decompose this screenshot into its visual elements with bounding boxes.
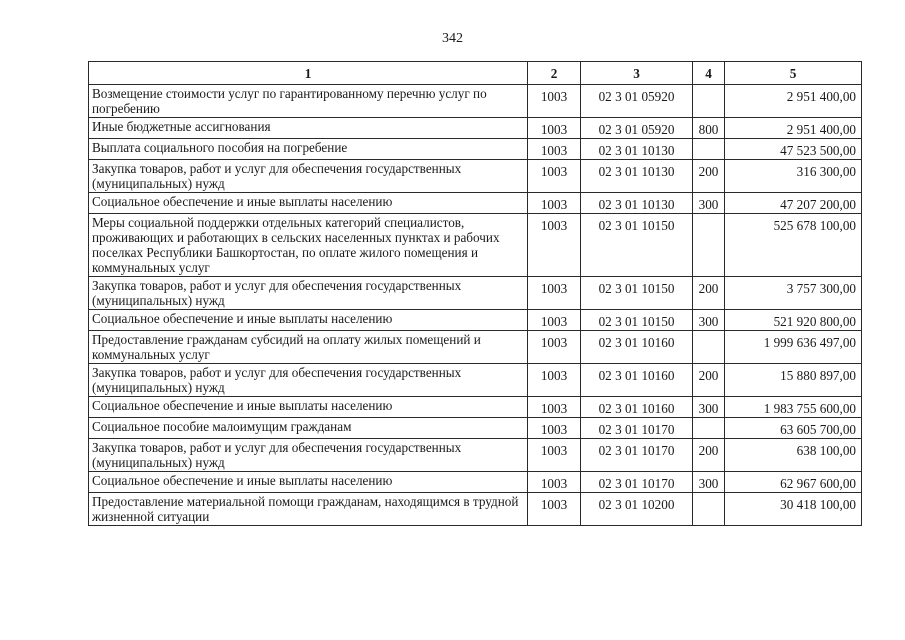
row-section: 1003 <box>528 277 581 310</box>
row-amount: 47 207 200,00 <box>725 193 862 214</box>
row-amount: 638 100,00 <box>725 439 862 472</box>
row-name: Предоставление гражданам субсидий на оплату жилых помещений и коммунальных услуг <box>89 331 528 364</box>
table-row <box>89 160 862 193</box>
table-row <box>89 472 862 493</box>
row-amount: 316 300,00 <box>725 160 862 193</box>
row-name: Меры социальной поддержки отдельных категорий специалистов, проживающих и работающих в сельских населенных пунктах и рабочих поселках Республики Башкортостан, по оплате жилого помещения и коммунальных услуг <box>89 214 528 277</box>
row-section: 1003 <box>528 397 581 418</box>
row-expense-type <box>693 418 725 439</box>
row-expense-type: 300 <box>693 472 725 493</box>
row-name: Социальное обеспечение и иные выплаты населению <box>89 310 528 331</box>
row-expense-type: 300 <box>693 310 725 331</box>
row-expense-type: 800 <box>693 118 725 139</box>
row-name: Закупка товаров, работ и услуг для обеспечения государственных (муниципальных) нужд <box>89 364 528 397</box>
row-expense-type: 200 <box>693 364 725 397</box>
row-section: 1003 <box>528 193 581 214</box>
table-row <box>89 139 862 160</box>
row-name: Возмещение стоимости услуг по гарантированному перечню услуг по погребению <box>89 85 528 118</box>
table-row <box>89 214 862 277</box>
row-target-article: 02 3 01 10170 <box>581 418 693 439</box>
row-amount: 30 418 100,00 <box>725 493 862 526</box>
row-section: 1003 <box>528 331 581 364</box>
row-amount: 1 983 755 600,00 <box>725 397 862 418</box>
row-amount: 1 999 636 497,00 <box>725 331 862 364</box>
row-expense-type: 300 <box>693 397 725 418</box>
row-section: 1003 <box>528 160 581 193</box>
row-section: 1003 <box>528 310 581 331</box>
column-header-expense-type: 4 <box>693 62 725 85</box>
row-name: Закупка товаров, работ и услуг для обеспечения государственных (муниципальных) нужд <box>89 439 528 472</box>
table-row <box>89 439 862 472</box>
row-amount: 2 951 400,00 <box>725 85 862 118</box>
row-expense-type: 200 <box>693 277 725 310</box>
row-name: Предоставление материальной помощи гражданам, находящимся в трудной жизненной ситуации <box>89 493 528 526</box>
column-header-target-article: 3 <box>581 62 693 85</box>
row-target-article: 02 3 01 05920 <box>581 118 693 139</box>
table-row <box>89 364 862 397</box>
row-target-article: 02 3 01 10150 <box>581 214 693 277</box>
row-expense-type: 200 <box>693 160 725 193</box>
table-row <box>89 85 862 118</box>
row-section: 1003 <box>528 118 581 139</box>
row-expense-type <box>693 493 725 526</box>
row-expense-type <box>693 85 725 118</box>
row-name: Социальное обеспечение и иные выплаты населению <box>89 472 528 493</box>
row-name: Социальное пособие малоимущим гражданам <box>89 418 528 439</box>
row-amount: 47 523 500,00 <box>725 139 862 160</box>
table-row <box>89 193 862 214</box>
row-section: 1003 <box>528 364 581 397</box>
row-name: Закупка товаров, работ и услуг для обеспечения государственных (муниципальных) нужд <box>89 277 528 310</box>
row-target-article: 02 3 01 10150 <box>581 277 693 310</box>
row-target-article: 02 3 01 10160 <box>581 364 693 397</box>
row-name: Выплата социального пособия на погребение <box>89 139 528 160</box>
row-amount: 521 920 800,00 <box>725 310 862 331</box>
row-amount: 15 880 897,00 <box>725 364 862 397</box>
row-target-article: 02 3 01 10170 <box>581 439 693 472</box>
table-header-row <box>89 62 862 85</box>
page-number: 342 <box>442 31 463 46</box>
row-amount: 525 678 100,00 <box>725 214 862 277</box>
table-row <box>89 331 862 364</box>
row-section: 1003 <box>528 214 581 277</box>
row-name: Иные бюджетные ассигнования <box>89 118 528 139</box>
table-row <box>89 277 862 310</box>
table-row <box>89 397 862 418</box>
column-header-name: 1 <box>89 62 528 85</box>
row-section: 1003 <box>528 439 581 472</box>
row-expense-type <box>693 139 725 160</box>
row-section: 1003 <box>528 85 581 118</box>
column-header-section: 2 <box>528 62 581 85</box>
row-expense-type: 200 <box>693 439 725 472</box>
row-amount: 3 757 300,00 <box>725 277 862 310</box>
row-target-article: 02 3 01 10150 <box>581 310 693 331</box>
row-name: Закупка товаров, работ и услуг для обеспечения государственных (муниципальных) нужд <box>89 160 528 193</box>
row-section: 1003 <box>528 139 581 160</box>
row-expense-type <box>693 331 725 364</box>
row-section: 1003 <box>528 493 581 526</box>
column-header-amount: 5 <box>725 62 862 85</box>
table-body <box>89 85 862 526</box>
row-amount: 63 605 700,00 <box>725 418 862 439</box>
row-section: 1003 <box>528 472 581 493</box>
table-row <box>89 118 862 139</box>
row-section: 1003 <box>528 418 581 439</box>
table-row <box>89 418 862 439</box>
row-target-article: 02 3 01 10160 <box>581 397 693 418</box>
row-target-article: 02 3 01 10130 <box>581 139 693 160</box>
row-target-article: 02 3 01 10170 <box>581 472 693 493</box>
row-expense-type <box>693 214 725 277</box>
row-name: Социальное обеспечение и иные выплаты населению <box>89 397 528 418</box>
row-target-article: 02 3 01 10160 <box>581 331 693 364</box>
row-target-article: 02 3 01 10130 <box>581 160 693 193</box>
row-amount: 62 967 600,00 <box>725 472 862 493</box>
row-amount: 2 951 400,00 <box>725 118 862 139</box>
row-target-article: 02 3 01 10200 <box>581 493 693 526</box>
row-target-article: 02 3 01 10130 <box>581 193 693 214</box>
budget-table <box>88 61 862 526</box>
table-row <box>89 493 862 526</box>
row-name: Социальное обеспечение и иные выплаты населению <box>89 193 528 214</box>
row-target-article: 02 3 01 05920 <box>581 85 693 118</box>
row-expense-type: 300 <box>693 193 725 214</box>
table-row <box>89 310 862 331</box>
